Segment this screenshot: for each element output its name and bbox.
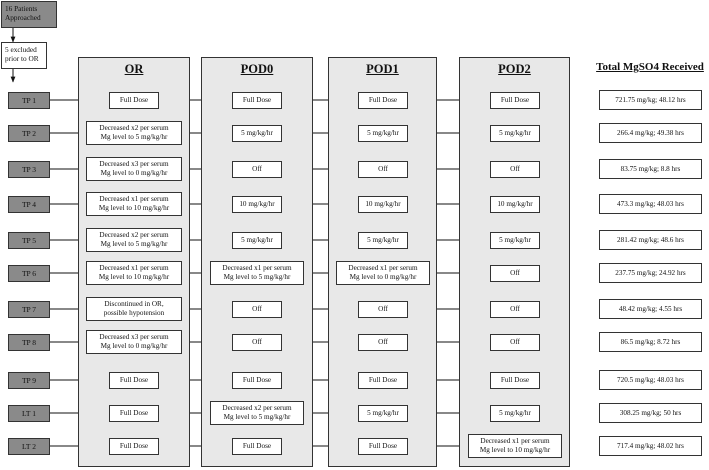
pod1-status-box <box>358 334 408 351</box>
or-status-line: Mg level to 10 mg/kg/hr <box>98 273 170 281</box>
pod0-status-line: Full Dose <box>242 376 272 384</box>
pod0-status-line: Mg level to 5 mg/kg/hr <box>223 413 291 421</box>
excluded-line-1: 5 excluded <box>5 45 37 54</box>
pod0-status-box <box>232 438 282 455</box>
total-received-box: 720.5 mg/kg; 48.03 hrs <box>599 370 702 390</box>
pod0-status-box <box>232 196 282 213</box>
pod0-status-text <box>243 96 271 105</box>
pod0-status-box <box>210 261 304 285</box>
pod1-status-box <box>358 196 408 213</box>
or-status-line: Full Dose <box>119 409 149 417</box>
total-received-box: 86.5 mg/kg; 8.72 hrs <box>599 332 702 352</box>
pod0-status-line: Mg level to 5 mg/kg/hr <box>223 273 291 281</box>
pod1-status-box <box>358 125 408 142</box>
pod1-status-line: Off <box>378 338 388 346</box>
total-received-box: 48.42 mg/kg; 4.55 hrs <box>599 299 702 319</box>
pod0-status-box <box>210 401 304 425</box>
pod1-status-text <box>365 200 400 209</box>
pod2-status-text <box>501 376 529 385</box>
pod2-status-line: Mg level to 10 mg/kg/hr <box>479 446 551 454</box>
pod1-status-box <box>358 372 408 389</box>
pod1-status-text <box>367 409 399 418</box>
pod2-status-text <box>510 269 520 278</box>
patient-id-box: TP 6 <box>8 265 50 282</box>
or-status-text <box>99 264 169 282</box>
pod2-status-box <box>490 232 540 249</box>
or-status-text <box>120 96 148 105</box>
pod1-status-box <box>358 232 408 249</box>
pod0-status-text <box>252 338 262 347</box>
total-received-box: 473.3 mg/kg; 48.03 hrs <box>599 194 702 214</box>
or-status-text <box>99 124 168 142</box>
approached-line-1: 16 Patients <box>5 4 38 13</box>
total-received-box: 717.4 mg/kg; 48.02 hrs <box>599 436 702 456</box>
or-status-line: Full Dose <box>119 96 149 104</box>
total-received-box: 237.75 mg/kg; 24.92 hrs <box>599 263 702 283</box>
total-mgso4-header: Total MgSO4 Received <box>596 61 704 73</box>
pod0-status-line: Off <box>252 165 262 173</box>
pod1-status-line: Off <box>378 165 388 173</box>
or-status-text <box>99 231 168 249</box>
pod1-status-line: Full Dose <box>368 376 398 384</box>
pod1-status-box <box>358 438 408 455</box>
or-status-line: Mg level to 0 mg/kg/hr <box>100 169 168 177</box>
or-status-box <box>86 228 182 252</box>
or-status-line: Full Dose <box>119 376 149 384</box>
total-received-box: 266.4 mg/kg; 49.38 hrs <box>599 123 702 143</box>
patient-id-box: TP 1 <box>8 92 50 109</box>
pod1-status-line: Decreased x1 per serum <box>348 264 418 272</box>
or-status-line: Mg level to 0 mg/kg/hr <box>100 342 168 350</box>
patient-id-box: TP 5 <box>8 232 50 249</box>
pod0-status-line: Full Dose <box>242 96 272 104</box>
patient-id-box: TP 8 <box>8 334 50 351</box>
pod0-status-text <box>241 129 273 138</box>
pod2-status-text <box>501 96 529 105</box>
pod2-status-box <box>490 405 540 422</box>
pod1-status-text <box>367 129 399 138</box>
or-status-text <box>120 409 148 418</box>
or-status-text <box>99 195 169 213</box>
pod1-status-line: Off <box>378 305 388 313</box>
or-status-text <box>99 160 168 178</box>
or-status-text <box>120 376 148 385</box>
or-status-box <box>109 405 159 422</box>
pod1-status-box <box>358 405 408 422</box>
pod0-status-text <box>222 264 291 282</box>
or-status-box <box>86 157 182 181</box>
pod0-status-line: Off <box>252 305 262 313</box>
pod2-status-text <box>510 305 520 314</box>
pod2-status-box <box>490 196 540 213</box>
pod0-status-box <box>232 161 282 178</box>
or-status-box <box>86 192 182 216</box>
excluded-box <box>1 42 47 69</box>
patient-id-box: TP 3 <box>8 161 50 178</box>
or-status-box <box>86 297 182 321</box>
pod2-status-box <box>490 125 540 142</box>
or-status-text <box>120 442 148 451</box>
or-status-box <box>86 330 182 354</box>
pod2-status-box <box>490 265 540 282</box>
patient-id-box: TP 2 <box>8 125 50 142</box>
pod0-status-line: Decreased x2 per serum <box>222 404 292 412</box>
pod2-status-box <box>490 372 540 389</box>
pod2-status-text <box>510 338 520 347</box>
pod0-status-text <box>222 404 291 422</box>
pod0-status-box <box>232 372 282 389</box>
pod0-status-text <box>252 165 262 174</box>
or-status-line: Full Dose <box>119 442 149 450</box>
or-status-line: possible hypotension <box>103 309 165 317</box>
pod2-status-text <box>499 236 531 245</box>
or-status-box <box>86 261 182 285</box>
pod0-status-line: 5 mg/kg/hr <box>241 236 273 244</box>
patient-id-box: LT 1 <box>8 405 50 422</box>
pod1-status-text <box>367 236 399 245</box>
pod2-status-box <box>490 92 540 109</box>
pod2-status-line: Off <box>510 338 520 346</box>
pod1-status-line: Mg level to 0 mg/kg/hr <box>349 273 417 281</box>
or-status-line: Decreased x3 per serum <box>99 160 169 168</box>
pod2-status-box <box>490 334 540 351</box>
patient-id-box: TP 4 <box>8 196 50 213</box>
pod0-status-line: 5 mg/kg/hr <box>241 129 273 137</box>
pod1-status-text <box>369 442 397 451</box>
column-header-pod1: POD1 <box>366 62 399 76</box>
or-status-line: Decreased x1 per serum <box>99 264 169 272</box>
patient-id-box: TP 9 <box>8 372 50 389</box>
pod1-status-box <box>358 92 408 109</box>
column-header-or: OR <box>124 62 144 76</box>
pod2-status-box <box>490 161 540 178</box>
pod1-status-line: 5 mg/kg/hr <box>367 236 399 244</box>
total-received-box: 281.42 mg/kg; 48.6 hrs <box>599 230 702 250</box>
pod1-status-text <box>369 96 397 105</box>
pod2-status-box <box>468 434 562 458</box>
pod0-status-box <box>232 301 282 318</box>
pod1-status-line: Full Dose <box>368 442 398 450</box>
pod2-status-text <box>499 409 531 418</box>
or-status-box <box>109 438 159 455</box>
or-status-line: Mg level to 5 mg/kg/hr <box>100 240 168 248</box>
or-status-line: Mg level to 5 mg/kg/hr <box>100 133 168 141</box>
or-status-text <box>99 333 168 351</box>
pod1-status-line: Full Dose <box>368 96 398 104</box>
pod2-status-line: 5 mg/kg/hr <box>499 236 531 244</box>
or-status-box <box>86 121 182 145</box>
total-received-box: 308.25 mg/kg; 50 hrs <box>599 403 702 423</box>
pod2-status-line: 5 mg/kg/hr <box>499 129 531 137</box>
approached-line-2: Approached <box>5 13 41 22</box>
pod0-status-line: Off <box>252 338 262 346</box>
pod0-status-line: 10 mg/kg/hr <box>239 200 275 208</box>
pod0-status-text <box>243 376 271 385</box>
or-status-box <box>109 372 159 389</box>
pod1-status-text <box>348 264 417 282</box>
pod1-status-box <box>358 161 408 178</box>
pod0-status-box <box>232 334 282 351</box>
or-status-box <box>109 92 159 109</box>
pod0-status-text <box>241 236 273 245</box>
pod0-status-text <box>239 200 274 209</box>
column-header-pod2: POD2 <box>498 62 531 76</box>
or-status-line: Decreased x1 per serum <box>99 195 169 203</box>
approached-box <box>1 1 57 28</box>
pod0-status-line: Decreased x1 per serum <box>222 264 292 272</box>
pod2-status-line: 10 mg/kg/hr <box>497 200 533 208</box>
pod1-status-line: 5 mg/kg/hr <box>367 129 399 137</box>
total-received-box: 721.75 mg/kg; 48.12 hrs <box>599 90 702 110</box>
total-received-box: 83.75 mg/kg; 8.8 hrs <box>599 159 702 179</box>
pod2-status-line: Off <box>510 305 520 313</box>
pod1-status-text <box>378 305 388 314</box>
or-status-line: Discontinued in OR, <box>104 300 164 308</box>
patient-id-box: TP 7 <box>8 301 50 318</box>
pod0-status-text <box>252 305 262 314</box>
excluded-line-2: prior to OR <box>5 54 39 63</box>
or-status-line: Decreased x2 per serum <box>99 231 169 239</box>
pod0-status-box <box>232 92 282 109</box>
pod2-status-line: Off <box>510 269 520 277</box>
or-status-line: Decreased x2 per serum <box>99 124 169 132</box>
pod2-status-line: 5 mg/kg/hr <box>499 409 531 417</box>
pod1-status-line: 5 mg/kg/hr <box>367 409 399 417</box>
or-status-text <box>104 300 165 318</box>
pod2-status-text <box>480 437 550 455</box>
or-status-line: Mg level to 10 mg/kg/hr <box>98 204 170 212</box>
pod1-status-text <box>378 338 388 347</box>
pod2-status-text <box>510 165 520 174</box>
pod0-status-text <box>243 442 271 451</box>
pod2-status-line: Off <box>510 165 520 173</box>
pod2-status-line: Full Dose <box>500 376 530 384</box>
pod1-status-text <box>378 165 388 174</box>
pod1-status-line: 10 mg/kg/hr <box>365 200 401 208</box>
pod1-status-box <box>336 261 430 285</box>
pod2-status-line: Decreased x1 per serum <box>480 437 550 445</box>
column-header-pod0: POD0 <box>240 62 274 76</box>
pod0-status-box <box>232 232 282 249</box>
pod1-status-box <box>358 301 408 318</box>
pod2-status-text <box>499 129 531 138</box>
pod2-status-box <box>490 301 540 318</box>
pod2-status-line: Full Dose <box>500 96 530 104</box>
pod2-status-text <box>497 200 532 209</box>
pod0-status-line: Full Dose <box>242 442 272 450</box>
patient-id-box: LT 2 <box>8 438 50 455</box>
or-status-line: Decreased x3 per serum <box>99 333 169 341</box>
pod1-status-text <box>369 376 397 385</box>
pod0-status-box <box>232 125 282 142</box>
